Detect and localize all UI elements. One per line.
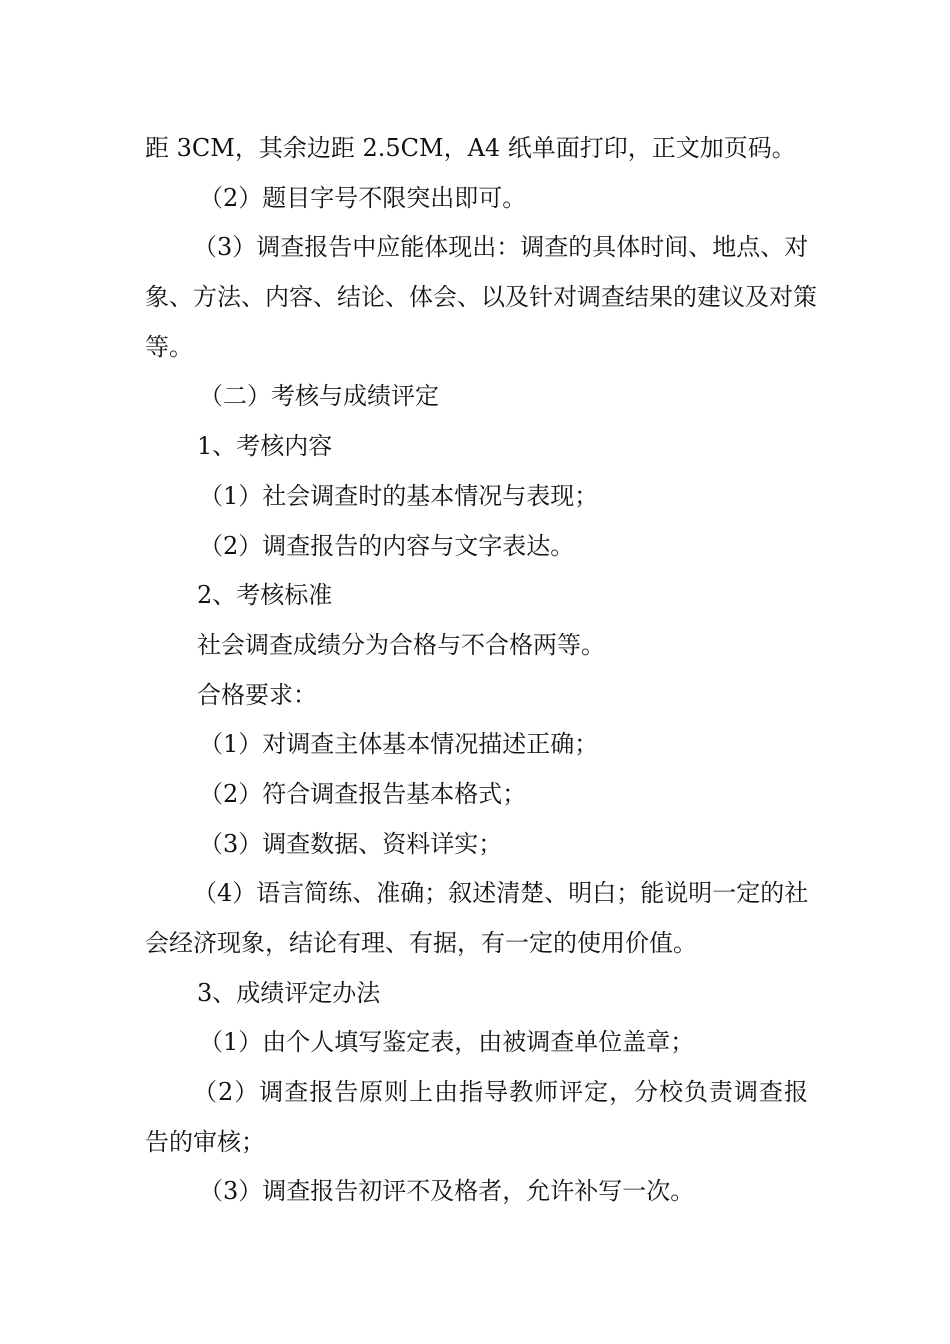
list-item: （2）调查报告原则上由指导教师评定，分校负责调查报 <box>193 1078 808 1107</box>
paragraph-line: 告的审核； <box>145 1127 265 1156</box>
list-item: （1）对调查主体基本情况描述正确； <box>199 730 599 759</box>
section-heading: （二）考核与成绩评定 <box>199 382 439 411</box>
paragraph-line: （3）调查报告中应能体现出：调查的具体时间、地点、对 <box>193 233 809 262</box>
list-item: （3）调查数据、资料详实； <box>199 829 503 858</box>
list-item: （1）由个人填写鉴定表，由被调查单位盖章； <box>199 1028 695 1057</box>
subsection-heading: 2、考核标准 <box>197 581 333 610</box>
list-item: （2）符合调查报告基本格式； <box>199 779 527 808</box>
list-item: （2）调查报告的内容与文字表达。 <box>199 531 575 560</box>
paragraph-line: 社会调查成绩分为合格与不合格两等。 <box>197 630 605 659</box>
paragraph-line: 象、方法、内容、结论、体会、以及针对调查结果的建议及对策 <box>145 283 817 312</box>
paragraph-line: 距 3CM，其余边距 2.5CM，A4 纸单面打印，正文加页码。 <box>145 134 796 162</box>
document-body <box>145 124 817 1217</box>
list-item: （1）社会调查时的基本情况与表现； <box>199 481 599 510</box>
paragraph-line: 等。 <box>145 332 193 361</box>
paragraph-line: 会经济现象，结论有理、有据，有一定的使用价值。 <box>145 929 697 957</box>
paragraph-line: 合格要求： <box>197 680 317 709</box>
subsection-heading: 3、成绩评定办法 <box>197 978 381 1007</box>
subsection-heading: 1、考核内容 <box>197 432 333 461</box>
list-item: （4）语言简练、准确；叙述清楚、明白；能说明一定的社 <box>193 879 809 908</box>
list-item: （3）调查报告初评不及格者，允许补写一次。 <box>199 1177 695 1206</box>
paragraph-line: （2）题目字号不限突出即可。 <box>199 183 527 212</box>
